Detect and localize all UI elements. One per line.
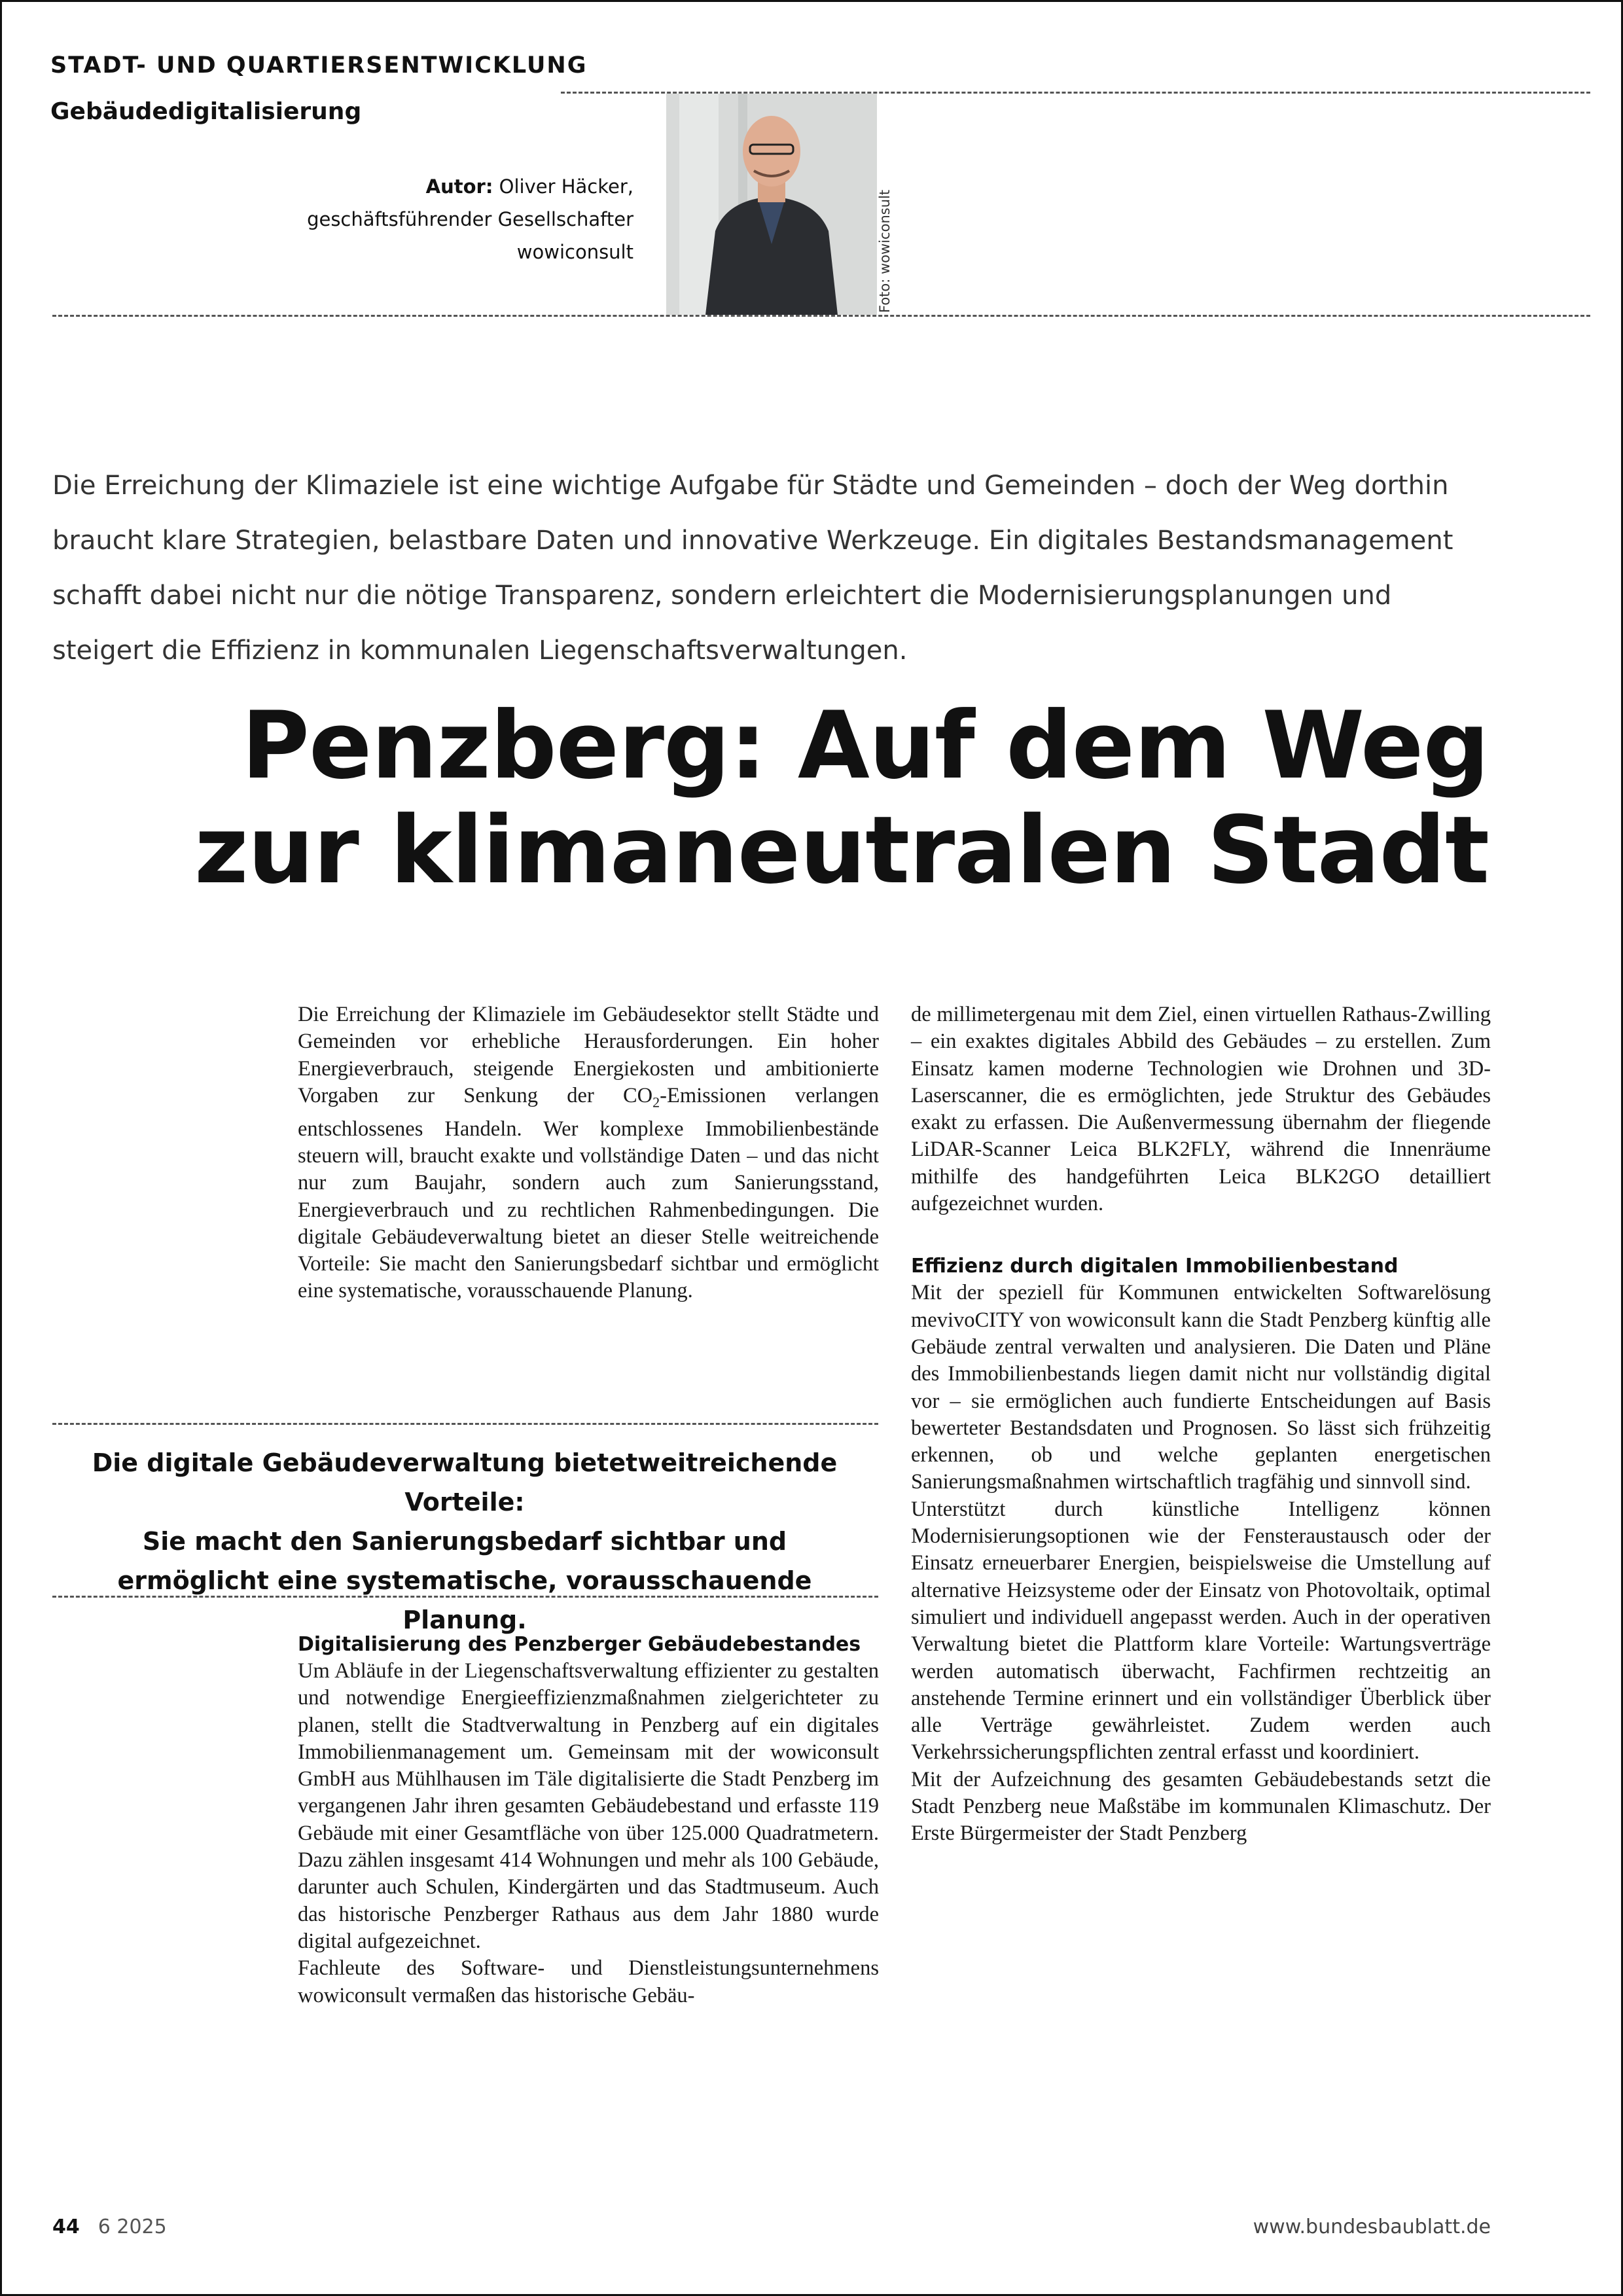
- column-left-body: [298, 1631, 879, 2009]
- author-name: Oliver Häcker,: [499, 175, 633, 198]
- section2-paragraph-3: Mit der Aufzeichnung des gesamten Gebäudebestands setzt die Stadt Penzberg neue Maßstäbe im kommunalen Klimaschutz. Der Erste Bürgermeister der Stadt Penzberg: [911, 1767, 1491, 1846]
- author-label: Autor:: [425, 175, 493, 198]
- section2-paragraph-1: Mit der speziell für Kommunen entwickelten Softwarelösung mevivoCITY von wowiconsult kann die Stadt Penzberg künftig alle Gebäude zentral verwalten und analysieren. Die Daten und Pläne des Immobilienbestands liegen damit nicht nur vollständig digital vor – sie ermöglichen auch fundierte Entscheidungen auf Basis bewerteter Bestandsdaten und Prognosen. So lässt sich frühzeitig erkennen, ob und welche geplanten energetischen Sanierungsmaßnahmen wirtschaftlich tragfähig und sinnvoll sind.: [911, 1281, 1491, 1494]
- section-heading-effizienz: Effizienz durch digitalen Immobilienbestand: [911, 1255, 1399, 1278]
- pull-quote-line-2: Sie macht den Sanierungsbedarf sichtbar und: [142, 1527, 787, 1556]
- article-title: [180, 694, 1489, 903]
- photo-credit: Foto: wowiconsult: [877, 189, 893, 313]
- pull-quote: [52, 1443, 877, 1640]
- lead-paragraph: Die Erreichung der Klimaziele ist eine wichtige Aufgabe für Städte und Gemeinden – doch der Weg dorthin braucht klare Strategien, belastbare Daten und innovative Werkzeuge. Ein digitales Bestandsmanagement schafft dabei nicht nur die nötige Transparenz, sondern erleichtert die Modernisierungsplanungen und steigert die Effizienz in kommunalen Liegenschaftsverwaltungen.: [52, 471, 1454, 666]
- pullquote-top-rule: [52, 1423, 878, 1425]
- author-photo: [666, 94, 877, 315]
- pull-quote-line-3: ermöglicht eine systematische, vorausschauende Planung.: [117, 1566, 812, 1634]
- author-info: [175, 170, 633, 268]
- co2-subscript: 2: [652, 1094, 660, 1111]
- website-url: www.bundesbaublatt.de: [1253, 2215, 1491, 2238]
- author-role: geschäftsführender Gesellschafter: [307, 208, 633, 230]
- header-bottom-rule: [52, 315, 1590, 317]
- page-number: 44: [52, 2215, 80, 2238]
- page-folio: [52, 2215, 167, 2238]
- section2-paragraph-2: Unterstützt durch künstliche Intelligenz können Modernisierungsoptionen wie der Fensteraustausch oder der Einsatz erneuerbarer Energien, beispielsweise die Umstellung auf alternative Heizsysteme oder der Einsatz von Photovoltaik, optimal simuliert und individuell angepasst werden. Auch in der operativen Verwaltung bietet die Plattform klare Vorteile: Wartungsverträge werden automatisch überwacht, Fachfirmen rechtzeitig an anstehende Termine erinnert und ein vollständiger Überblick über alle Verträge gewährleistet. Zudem werden auch Verkehrssicherungspflichten zentral erfasst und koordiniert.: [911, 1497, 1491, 1765]
- section-label: STADT- UND QUARTIERSENTWICKLUNG: [50, 52, 588, 79]
- section1-continuation-text: de millimetergenau mit dem Ziel, einen virtuellen Rathaus-Zwilling – ein exaktes digitales Abbild des Gebäudes – zu erstellen. Zum Einsatz kamen moderne Technologien wie Drohnen und 3D-Laserscanner, die es ermöglichten, jede Struktur des Gebäudes exakt zu erfassen. Die Außenvermessung übernahm der fliegende LiDAR-Scanner Leica BLK2FLY, während die Innenräume mithilfe des handgeführten Leica BLK2GO detailliert aufgezeichnet wurden.: [911, 1003, 1491, 1216]
- intro-text-a: Die Erreichung der Klimaziele im Gebäudesektor stellt Städte und Gemeinden vor erhebliche Herausforderungen. Ein hoher Energieverbrauch, steigende Energiekosten und ambitionierte Vorgaben zur Senkung der CO: [298, 1003, 879, 1107]
- title-line-1: Penzberg: Auf dem Weg: [241, 692, 1489, 800]
- author-company: wowiconsult: [516, 241, 633, 263]
- section1-paragraph-2: Fachleute des Software- und Dienstleistungsunternehmens wowiconsult vermaßen das historische Gebäu-: [298, 1956, 879, 2007]
- section1-paragraph-1: Um Abläufe in der Liegenschaftsverwaltung effizienter zu gestalten und notwendige Energieeffizienzmaßnahmen zielgerichteter zu planen, stellt die Stadtverwaltung in Penzberg auf ein digitales Immobilienmanagement um. Gemeinsam mit der wowiconsult GmbH aus Mühlhausen im Täle digitalisierte die Stadt Penzberg im vergangenen Jahr ihren gesamten Gebäudebestand und erfasste 119 Gebäude mit einer Gesamtfläche von über 125.000 Quadratmetern. Dazu zählen insgesamt 414 Wohnungen und mehr als 100 Gebäude, darunter auch Schulen, Kindergärten und das Stadtmuseum. Auch das historische Penzberger Rathaus aus dem Jahr 1880 wurde digital aufgezeichnet.: [298, 1659, 879, 1953]
- section1-continuation: [911, 1001, 1491, 1848]
- subsection-label: Gebäudedigitalisierung: [50, 98, 362, 125]
- pull-quote-line-1: Die digitale Gebäudeverwaltung bietetweitreichende Vorteile:: [92, 1448, 838, 1516]
- title-line-2: zur klimaneutralen Stadt: [194, 797, 1489, 905]
- intro-paragraph: [298, 1001, 879, 1305]
- section-heading-digitalisierung: Digitalisierung des Penzberger Gebäudebestandes: [298, 1633, 861, 1656]
- intro-text-b: -Emissionen verlangen entschlossenes Handeln. Wer komplexe Immobilienbestände steuern will, braucht exakte und vollständige Daten – und das nicht nur zum Baujahr, sondern auch zum Sanierungsstand, Energieverbrauch und zu rechtlichen Rahmenbedingungen. Die digitale Gebäudeverwaltung bietet an dieser Stelle weitreichende Vorteile: Sie macht den Sanierungsbedarf sichtbar und ermöglicht eine systematische, vorausschauende Planung.: [298, 1083, 879, 1303]
- pullquote-bottom-rule: [52, 1596, 878, 1598]
- issue-number: 6 2025: [98, 2215, 167, 2238]
